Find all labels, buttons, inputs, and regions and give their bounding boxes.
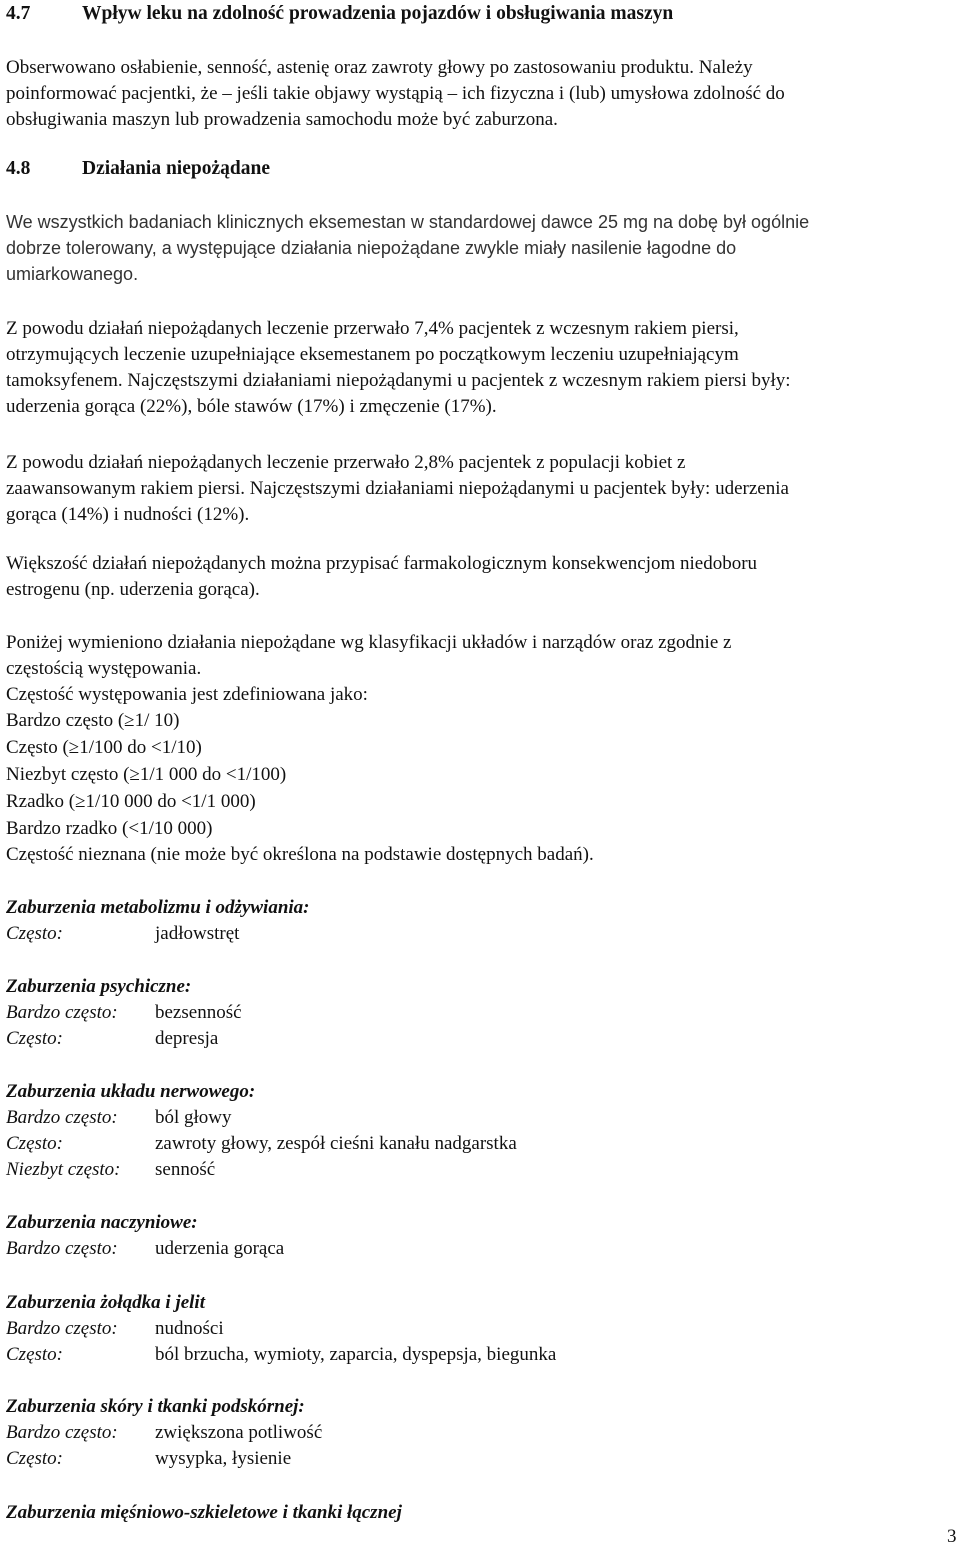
para3-line: gorąca (14%) i nudności (12%). xyxy=(6,504,250,525)
page-number: 3 xyxy=(947,1526,957,1547)
frequency-label: Niezbyt często: xyxy=(6,1159,121,1180)
effect-text: zwiększona potliwość xyxy=(155,1422,323,1443)
freq-def-line: Rzadko (≥1/10 000 do <1/1 000) xyxy=(6,791,256,812)
frequency-label: Bardzo często: xyxy=(6,1238,118,1259)
frequency-label: Bardzo często: xyxy=(6,1107,118,1128)
section-4-7-number: 4.7 xyxy=(6,3,31,24)
freq-def-line: Bardzo często (≥1/ 10) xyxy=(6,710,180,731)
frequency-label: Często: xyxy=(6,1344,63,1365)
freq-def-line: Bardzo rzadko (<1/10 000) xyxy=(6,818,213,839)
frequency-label: Często: xyxy=(6,923,63,944)
effect-text: bezsenność xyxy=(155,1002,242,1023)
group-title: Zaburzenia mięśniowo-szkieletowe i tkanki łącznej xyxy=(6,1502,402,1523)
effect-text: uderzenia gorąca xyxy=(155,1238,285,1259)
effect-row xyxy=(6,1342,556,1368)
para1-line: We wszystkich badaniach klinicznych eksemestan w standardowej dawce 25 mg na dobę był ogólnie xyxy=(6,212,810,232)
para5-line: Poniżej wymieniono działania niepożądane wg klasyfikacji układów i narządów oraz zgodnie z xyxy=(6,632,732,653)
effect-row xyxy=(6,1000,242,1026)
para2-line: uderzenia gorąca (22%), bóle stawów (17%) i zmęczenie (17%). xyxy=(6,396,497,417)
effect-row xyxy=(6,1157,215,1183)
section-4-8-title: Działania niepożądane xyxy=(82,158,270,179)
effect-text: senność xyxy=(155,1159,216,1180)
frequency-label: Bardzo często: xyxy=(6,1318,118,1339)
freq-def-line: Niezbyt często (≥1/1 000 do <1/100) xyxy=(6,764,287,785)
effect-text: wysypka, łysienie xyxy=(155,1448,292,1469)
effect-row xyxy=(6,1316,224,1342)
frequency-label: Bardzo często: xyxy=(6,1422,118,1443)
section-4-7-line: Obserwowano osłabienie, senność, astenię oraz zawroty głowy po zastosowaniu produktu. Należy xyxy=(6,57,753,78)
group-title: Zaburzenia psychiczne: xyxy=(6,976,192,997)
freq-def-line: Często (≥1/100 do <1/10) xyxy=(6,737,202,758)
para2-line: tamoksyfenem. Najczęstszymi działaniami niepożądanymi u pacjentek z wczesnym rakiem piersi były: xyxy=(6,370,791,391)
effect-text: ból głowy xyxy=(155,1107,232,1128)
section-4-7-title: Wpływ leku na zdolność prowadzenia pojazdów i obsługiwania maszyn xyxy=(82,3,674,24)
para1-line: umiarkowanego. xyxy=(6,264,139,284)
effect-row xyxy=(6,921,239,947)
section-4-8-heading xyxy=(6,158,270,180)
para3-line: Z powodu działań niepożądanych leczenie przerwało 2,8% pacjentek z populacji kobiet z xyxy=(6,452,686,473)
group-title: Zaburzenia metabolizmu i odżywiania: xyxy=(6,897,310,918)
para2-line: Z powodu działań niepożądanych leczenie przerwało 7,4% pacjentek z wczesnym rakiem piersi, xyxy=(6,318,739,339)
section-4-7-line: obsługiwania maszyn lub prowadzenia samochodu może być zaburzona. xyxy=(6,109,558,130)
group-title: Zaburzenia skóry i tkanki podskórnej: xyxy=(6,1396,305,1417)
effect-row xyxy=(6,1131,517,1157)
para4-line: Większość działań niepożądanych można przypisać farmakologicznym konsekwencjom niedoboru xyxy=(6,553,758,574)
section-4-7-line: poinformować pacjentki, że – jeśli takie objawy wystąpią – ich fizyczna i (lub) umysłowa zdolność do xyxy=(6,83,785,104)
effect-text: ból brzucha, wymioty, zaparcia, dyspepsja, biegunka xyxy=(155,1344,557,1365)
effect-row xyxy=(6,1026,218,1052)
para4-line: estrogenu (np. uderzenia gorąca). xyxy=(6,579,260,600)
frequency-label: Bardzo często: xyxy=(6,1002,118,1023)
group-title: Zaburzenia naczyniowe: xyxy=(6,1212,198,1233)
effect-text: nudności xyxy=(155,1318,224,1339)
effect-row xyxy=(6,1236,284,1262)
section-4-7-heading xyxy=(6,3,673,25)
para3-line: zaawansowanym rakiem piersi. Najczęstszymi działaniami niepożądanymi u pacjentek były: uderzenia xyxy=(6,478,789,499)
effect-text: zawroty głowy, zespół cieśni kanału nadgarstka xyxy=(155,1133,517,1154)
section-4-8-number: 4.8 xyxy=(6,158,31,179)
group-title: Zaburzenia układu nerwowego: xyxy=(6,1081,256,1102)
freq-def-line: Częstość występowania jest zdefiniowana jako: xyxy=(6,684,368,705)
effect-row xyxy=(6,1420,322,1446)
effect-row xyxy=(6,1105,232,1131)
frequency-label: Często: xyxy=(6,1028,63,1049)
group-title: Zaburzenia żołądka i jelit xyxy=(6,1292,205,1313)
frequency-label: Często: xyxy=(6,1133,63,1154)
effect-text: depresja xyxy=(155,1028,219,1049)
freq-def-line: Częstość nieznana (nie może być określona na podstawie dostępnych badań). xyxy=(6,844,594,865)
para1-line: dobrze tolerowany, a występujące działania niepożądane zwykle miały nasilenie łagodne do xyxy=(6,238,737,258)
frequency-label: Często: xyxy=(6,1448,63,1469)
para5-line: częstością występowania. xyxy=(6,658,202,679)
para2-line: otrzymujących leczenie uzupełniające eksemestanem po początkowym leczeniu uzupełniającym xyxy=(6,344,739,365)
effect-text: jadłowstręt xyxy=(155,923,240,944)
effect-row xyxy=(6,1446,291,1472)
